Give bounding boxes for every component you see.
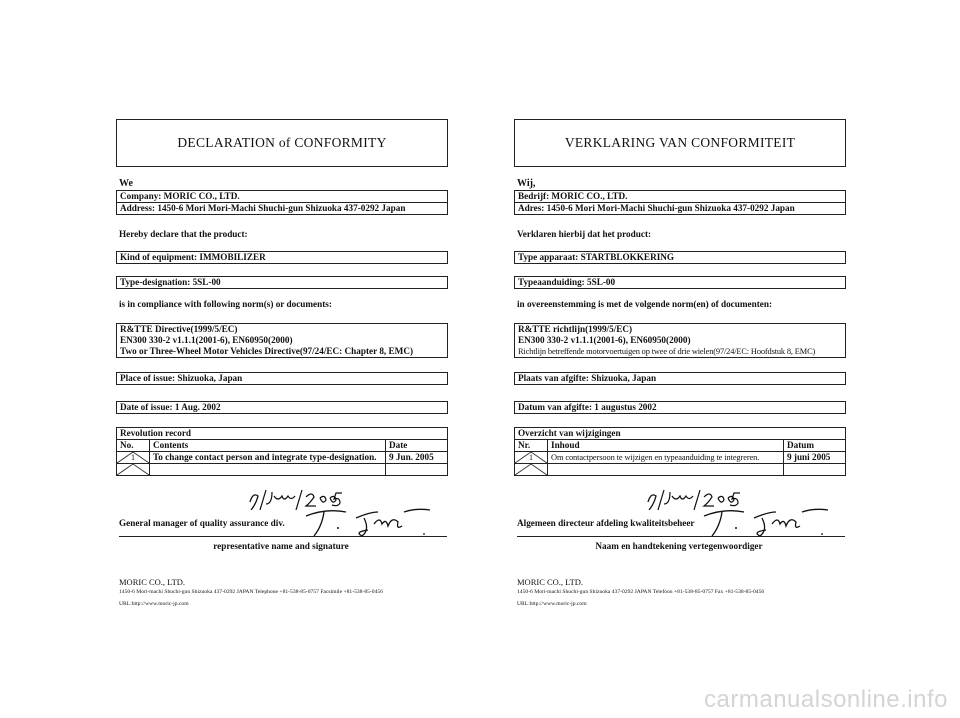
norm-item: EN300 330-2 v1.1.1(2001-6), EN60950(2000) bbox=[518, 335, 691, 345]
company-box bbox=[116, 190, 448, 215]
company-name: MORIC CO., LTD. bbox=[119, 577, 186, 587]
revision-date: 9 Jun. 2005 bbox=[386, 452, 448, 464]
equipment-box bbox=[116, 251, 448, 264]
we-label: We bbox=[119, 178, 133, 189]
revision-date bbox=[784, 464, 846, 476]
compliance-text: is in compliance with following norm(s) or documents: bbox=[119, 299, 332, 309]
revision-contents bbox=[548, 464, 784, 476]
column-header: No. bbox=[117, 440, 150, 452]
revision-number: 1 bbox=[529, 453, 533, 462]
norm-item: Two or Three-Wheel Motor Vehicles Directive(97/24/EC: Chapter 8, EMC) bbox=[120, 346, 414, 356]
norms-box bbox=[116, 323, 448, 358]
revision-number-cell bbox=[117, 464, 150, 476]
table-header-row bbox=[117, 440, 447, 452]
revision-table bbox=[515, 440, 845, 475]
watermark: carmanualsonline.info bbox=[704, 686, 948, 713]
signatory-title: General manager of quality assurance div. bbox=[119, 518, 285, 528]
table-row bbox=[515, 464, 845, 476]
place-field: Place of issue: Shizuoka, Japan bbox=[120, 373, 243, 383]
company-name: MORIC CO., LTD. bbox=[517, 577, 584, 587]
type-field: Typeaanduiding: 5SL-00 bbox=[518, 277, 616, 287]
address-field: Address: 1450-6 Mori Mori-Machi Shuchi-gun Shizuoka 437-0292 Japan bbox=[117, 202, 447, 214]
revision-record bbox=[514, 427, 846, 476]
company-field: Company: MORIC CO., LTD. bbox=[120, 191, 240, 201]
company-address: 1450-6 Mori-machi Shuchi-gun Shizuoka 437-0292 JAPAN Telephone +81-538-85-0757 Facsimile +81-538-85-0456 bbox=[119, 589, 383, 595]
column-header: Contents bbox=[150, 440, 386, 452]
table-header-row bbox=[515, 440, 845, 452]
address-field: Adres: 1450-6 Mori Mori-Machi Shuchi-gun Shizuoka 437-0292 Japan bbox=[515, 202, 845, 214]
equipment-field: Type apparaat: STARTBLOKKERING bbox=[518, 252, 675, 262]
column-header: Nr. bbox=[515, 440, 548, 452]
date-of-issue-field: Datum van afgifte: 1 augustus 2002 bbox=[518, 402, 657, 412]
document-title: DECLARATION of CONFORMITY bbox=[116, 119, 448, 167]
type-field: Type-designation: 5SL-00 bbox=[120, 277, 221, 287]
revision-number: 1 bbox=[131, 453, 135, 462]
norm-item: R&TTE Directive(1999/5/EC) bbox=[120, 324, 238, 334]
triangle-mark-icon bbox=[515, 464, 547, 475]
revision-table bbox=[117, 440, 447, 475]
company-url: URL:http://www.moric-jp.com bbox=[119, 601, 189, 607]
signature-line bbox=[517, 536, 845, 537]
place-box bbox=[514, 372, 846, 385]
table-row bbox=[117, 464, 447, 476]
we-label: Wij, bbox=[517, 178, 536, 189]
declare-text: Hereby declare that the product: bbox=[119, 229, 248, 239]
triangle-mark-icon bbox=[117, 464, 149, 475]
declare-text: Verklaren hierbij dat het product: bbox=[517, 229, 652, 239]
date-box bbox=[514, 401, 846, 414]
document-title: VERKLARING VAN CONFORMITEIT bbox=[514, 119, 846, 167]
column-header: Inhoud bbox=[548, 440, 784, 452]
revision-contents: To change contact person and integrate type-designation. bbox=[150, 452, 386, 464]
place-box bbox=[116, 372, 448, 385]
company-address: 1450-6 Mori-machi Shuchi-gun Shizuoka 437-0292 JAPAN Telefoon +81-538-85-0757 Fax +81-538-85-0456 bbox=[517, 589, 765, 595]
signature-line bbox=[119, 536, 447, 537]
type-box bbox=[116, 276, 448, 289]
signature-caption: Naam en handtekening vertegenwoordiger bbox=[595, 541, 763, 551]
place-field: Plaats van afgifte: Shizuoka, Japan bbox=[518, 373, 657, 383]
type-box bbox=[514, 276, 846, 289]
compliance-text: in overeenstemming is met de volgende norm(en) of documenten: bbox=[517, 299, 773, 309]
table-row bbox=[117, 452, 447, 464]
revision-contents bbox=[150, 464, 386, 476]
column-header: Date bbox=[386, 440, 448, 452]
revision-date: 9 juni 2005 bbox=[784, 452, 846, 464]
company-field: Bedrijf: MORIC CO., LTD. bbox=[518, 191, 628, 201]
revision-number-cell bbox=[515, 464, 548, 476]
revision-number-cell bbox=[515, 452, 548, 464]
norm-item: Richtlijn betreffende motorvoertuigen op twee of drie wielen(97/24/EC: Hoofdstuk 8, EMC) bbox=[518, 347, 816, 356]
signature-area bbox=[514, 488, 844, 538]
norms-box bbox=[514, 323, 846, 358]
date-box bbox=[116, 401, 448, 414]
signature-caption: representative name and signature bbox=[213, 541, 349, 551]
equipment-field: Kind of equipment: IMMOBILIZER bbox=[120, 252, 266, 262]
norm-item: EN300 330-2 v1.1.1(2001-6), EN60950(2000) bbox=[120, 335, 293, 345]
revision-contents: Om contactpersoon te wijzigen en typeaanduiding te integreren. bbox=[548, 452, 784, 464]
revision-date bbox=[386, 464, 448, 476]
company-url: URL:http://www.moric-jp.com bbox=[517, 601, 587, 607]
signature-area bbox=[116, 488, 446, 538]
norm-item: R&TTE richtlijn(1999/5/EC) bbox=[518, 324, 633, 334]
revision-record bbox=[116, 427, 448, 476]
revision-title: Revolution record bbox=[117, 428, 447, 440]
company-box bbox=[514, 190, 846, 215]
revision-number-cell bbox=[117, 452, 150, 464]
date-of-issue-field: Date of issue: 1 Aug. 2002 bbox=[120, 402, 221, 412]
handwritten-signature bbox=[304, 506, 434, 538]
equipment-box bbox=[514, 251, 846, 264]
signatory-title: Algemeen directeur afdeling kwaliteitsbeheer bbox=[517, 518, 695, 528]
handwritten-signature bbox=[702, 506, 832, 538]
column-header: Datum bbox=[784, 440, 846, 452]
revision-title: Overzicht van wijzigingen bbox=[515, 428, 845, 440]
table-row bbox=[515, 452, 845, 464]
